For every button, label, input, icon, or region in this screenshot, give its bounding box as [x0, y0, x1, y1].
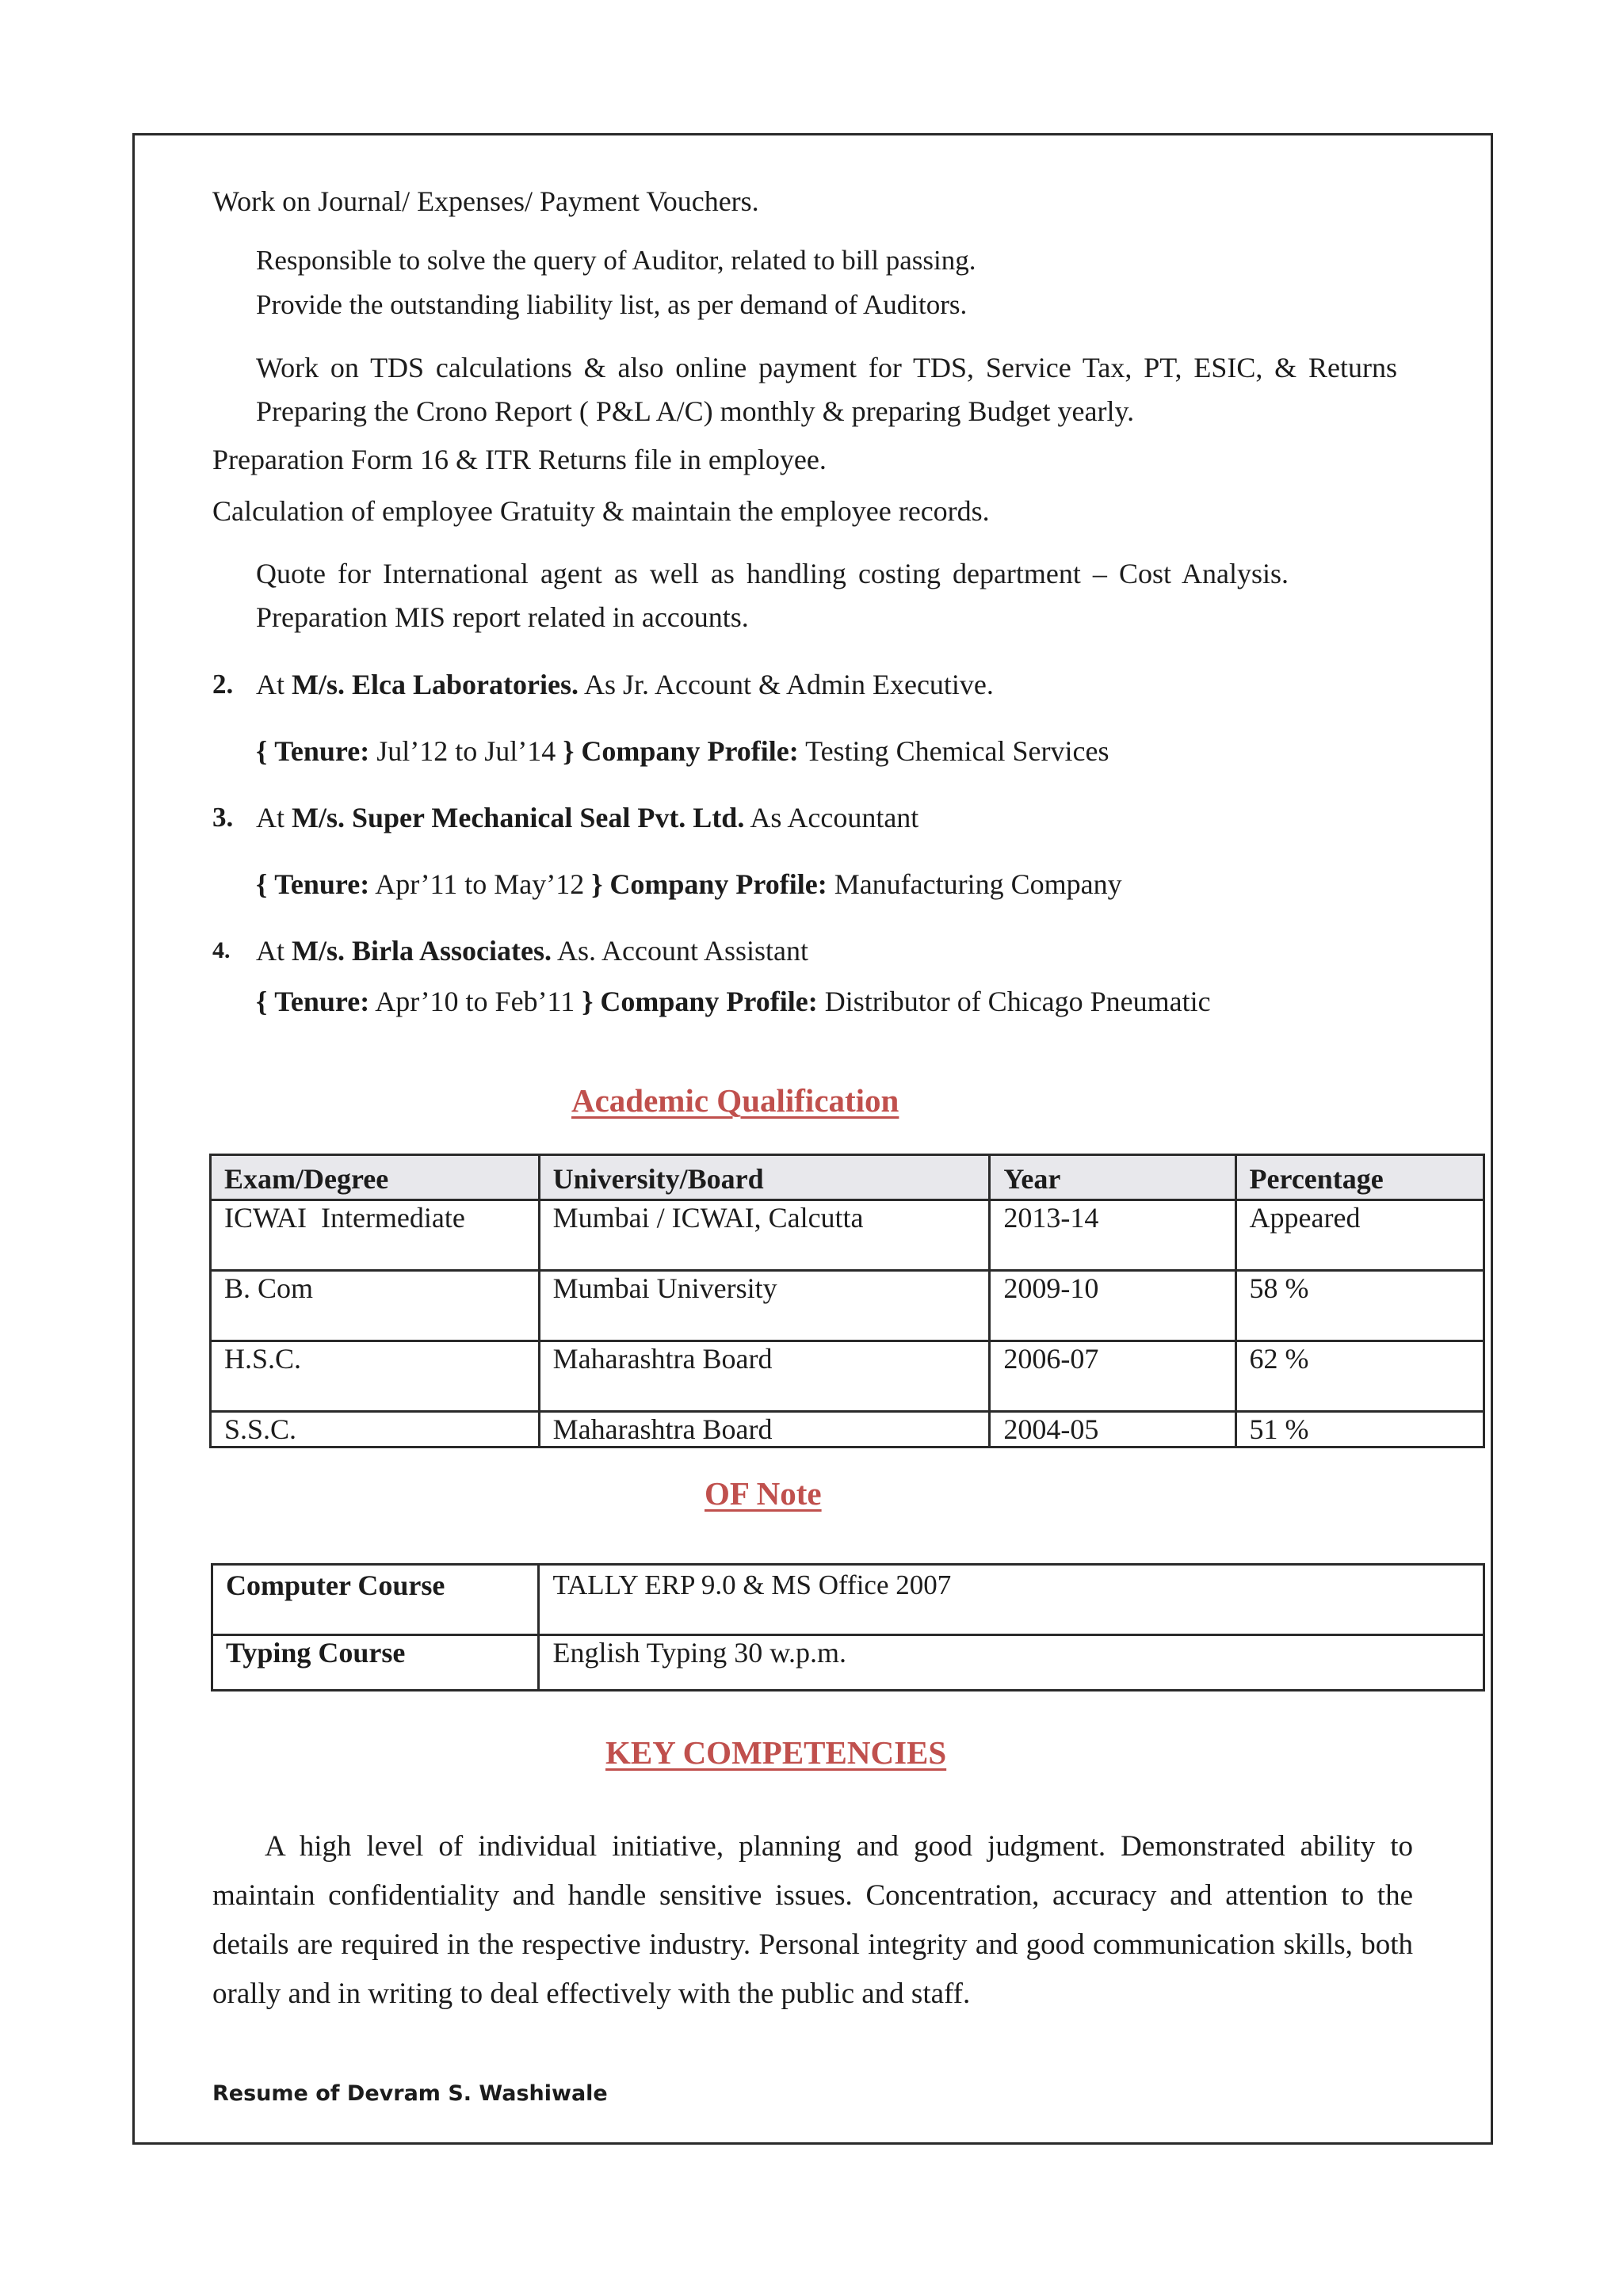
- table-row: [212, 1565, 1484, 1635]
- table-row: [212, 1635, 1484, 1691]
- cell-university: Maharashtra Board: [539, 1412, 990, 1447]
- cell-course-value: English Typing 30 w.p.m.: [539, 1635, 1484, 1691]
- table-row: [211, 1271, 1484, 1341]
- cell-exam: H.S.C.: [211, 1341, 540, 1412]
- exp-heading: At M/s. Super Mechanical Seal Pvt. Ltd. As Accountant: [256, 802, 919, 833]
- of-note-heading: OF Note: [705, 1475, 822, 1512]
- cell-course-label: Computer Course: [212, 1565, 539, 1635]
- key-competencies-heading: KEY COMPETENCIES: [605, 1734, 947, 1771]
- cell-percentage: 51 %: [1235, 1412, 1484, 1447]
- competencies-paragraph: A high level of individual initiative, planning and good judgment. Demonstrated ability to maintain confidentiality and handle sensitive issues. Concentration, accuracy and attention to the details are required in the respective industry. Personal integrity and good communication skills, both orally and in writing to deal effectively with the public and staff.: [212, 1830, 1413, 2010]
- table-row: [211, 1412, 1484, 1447]
- cell-year: 2006-07: [990, 1341, 1235, 1412]
- exp-tenure-line: { Tenure: Apr’11 to May’12 } Company Profile: Manufacturing Company: [256, 868, 1122, 900]
- column-header: Exam/Degree: [211, 1155, 540, 1200]
- academic-table: [209, 1154, 1485, 1448]
- exp-number: 2.: [212, 669, 234, 700]
- duty-tds: Work on TDS calculations & also online payment for TDS, Service Tax, PT, ESIC, & Returns Preparing the Crono Report ( P&L A/C) monthly & preparing Budget yearly.: [256, 352, 1397, 427]
- exp-tenure-line: { Tenure: Apr’10 to Feb’11 } Company Profile: Distributor of Chicago Pneumatic: [256, 986, 1211, 1017]
- duty-gratuity: Calculation of employee Gratuity & maintain the employee records.: [212, 495, 990, 527]
- academic-heading: Academic Qualification: [571, 1082, 899, 1119]
- exp-tenure-line: { Tenure: Jul’12 to Jul’14 } Company Profile: Testing Chemical Services: [256, 735, 1109, 767]
- cell-percentage: 58 %: [1235, 1271, 1484, 1341]
- exp-number: 3.: [212, 802, 234, 833]
- exp-heading: At M/s. Birla Associates. As. Account Assistant: [256, 935, 809, 967]
- of-note-table: [211, 1563, 1485, 1691]
- cell-course-label: Typing Course: [212, 1635, 539, 1691]
- cell-percentage: Appeared: [1235, 1200, 1484, 1271]
- column-header: University/Board: [539, 1155, 990, 1200]
- cell-year: 2004-05: [990, 1412, 1235, 1447]
- cell-exam: S.S.C.: [211, 1412, 540, 1447]
- duty-auditor-query: Responsible to solve the query of Auditor, related to bill passing.: [256, 245, 976, 276]
- cell-university: Mumbai / ICWAI, Calcutta: [539, 1200, 990, 1271]
- duty-liability-list: Provide the outstanding liability list, as per demand of Auditors.: [256, 289, 968, 320]
- duty-journal: Work on Journal/ Expenses/ Payment Vouchers.: [212, 185, 759, 217]
- column-header: Year: [990, 1155, 1235, 1200]
- cell-exam: ICWAI Intermediate: [211, 1200, 540, 1271]
- cell-exam: B. Com: [211, 1271, 540, 1341]
- duty-quote: Quote for International agent as well as handling costing department – Cost Analysis. Preparation MIS report related in accounts.: [256, 558, 1289, 633]
- cell-year: 2009-10: [990, 1271, 1235, 1341]
- exp-heading: At M/s. Elca Laboratories. As Jr. Account & Admin Executive.: [256, 669, 994, 700]
- exp-number: 4.: [212, 937, 231, 963]
- cell-course-value: TALLY ERP 9.0 & MS Office 2007: [539, 1565, 1484, 1635]
- table-row: [211, 1341, 1484, 1412]
- resume-footer: Resume of Devram S. Washiwale: [212, 2081, 608, 2106]
- table-row: [211, 1200, 1484, 1271]
- cell-percentage: 62 %: [1235, 1341, 1484, 1412]
- duty-form16: Preparation Form 16 & ITR Returns file in employee.: [212, 444, 827, 475]
- cell-university: Mumbai University: [539, 1271, 990, 1341]
- column-header: Percentage: [1235, 1155, 1484, 1200]
- cell-year: 2013-14: [990, 1200, 1235, 1271]
- cell-university: Maharashtra Board: [539, 1341, 990, 1412]
- table-header-row: [211, 1155, 1484, 1200]
